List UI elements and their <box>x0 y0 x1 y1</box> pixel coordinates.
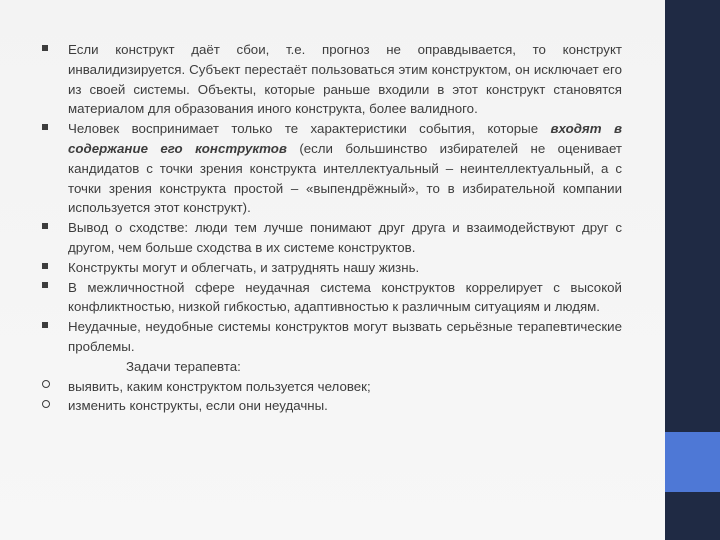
list-item-text-part: (если большинство избирателей не оценивает кандидатов с точки зрения конструкта интеллектуальный – неинтеллектуальный, а с точки зрения конструкта простой – «выпендрёжный», то в избирательной компании используется этот конструкт). <box>68 140 622 216</box>
list-item-text-part: Человек воспринимает только те характеристики события, которые <box>68 121 551 137</box>
side-accent-block <box>665 432 720 492</box>
task-item <box>42 396 622 416</box>
square-bullet-icon <box>42 119 56 139</box>
task-item <box>42 377 622 397</box>
list-item-text: В межличностной сфере неудачная система конструктов коррелирует с высокой конфликтностью, низкой гибкостью, адаптивностью к различным ситуациям и людям. <box>68 279 622 315</box>
list-item <box>42 40 622 119</box>
list-item-text: Вывод о сходстве: люди тем лучше понимают друг друга и взаимодействуют друг с другом, чем больше сходства в их системе конструктов. <box>68 220 622 255</box>
circle-bullet-icon <box>42 377 56 397</box>
slide-content <box>42 40 622 416</box>
circle-bullet-icon <box>42 396 56 416</box>
emphasized-text: входят в содержание его конструктов <box>68 121 622 156</box>
list-item <box>42 218 622 258</box>
list-item <box>42 278 622 318</box>
list-item-text: Конструкты могут и облегчать, и затруднять нашу жизнь. <box>68 259 420 275</box>
task-item-text: выявить, каким конструктом пользуется человек; <box>68 378 371 394</box>
task-item-text: изменить конструкты, если они неудачны. <box>68 398 328 414</box>
list-item <box>42 258 622 278</box>
subheading: Задачи терапевта: <box>126 358 241 374</box>
square-bullet-icon <box>42 218 56 238</box>
square-bullet-icon <box>42 278 56 298</box>
list-item-text: Неудачные, неудобные системы конструктов могут вызвать серьёзные терапевтические проблемы. <box>68 319 622 354</box>
square-bullet-icon <box>42 317 56 337</box>
square-bullet-icon <box>42 258 56 278</box>
list-item <box>42 119 622 218</box>
list-item <box>42 317 622 357</box>
square-bullet-icon <box>42 40 56 60</box>
list-item-text <box>68 119 622 218</box>
list-item-text: Если конструкт даёт сбои, т.е. прогноз не оправдывается, то конструкт инвалидизируется. Субъект перестаёт пользоваться этим конструктом, он исключает его из своей системы. Объекты, которые раньше входили в этот конструкт становятся материалом для образования иного конструкта, более валидного. <box>68 42 622 117</box>
